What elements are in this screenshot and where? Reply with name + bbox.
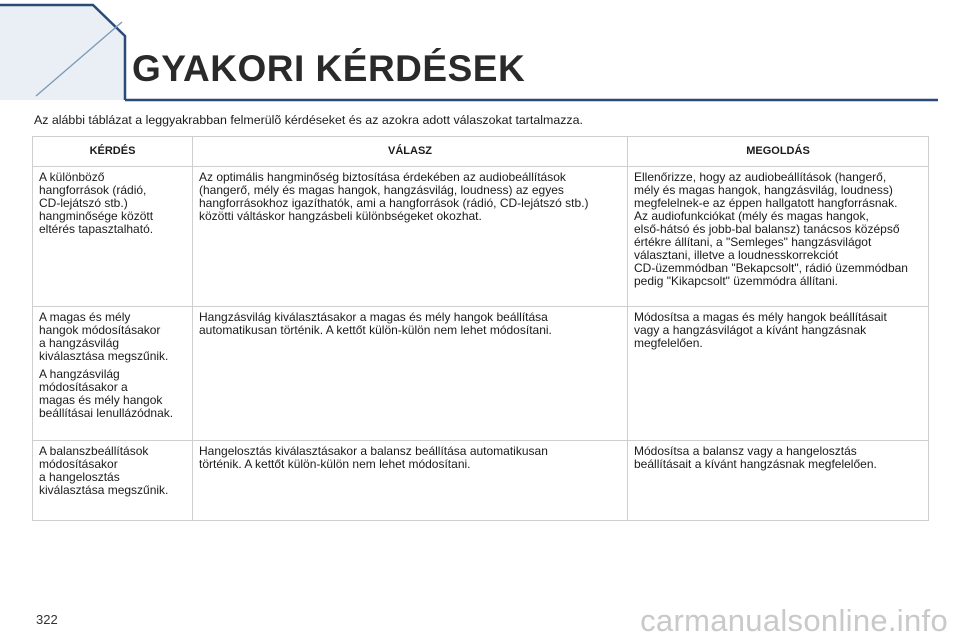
solution-cell: [628, 441, 929, 521]
column-header-solution: MEGOLDÁS: [628, 137, 929, 167]
answer-cell: [193, 167, 628, 307]
answer-cell: [193, 307, 628, 441]
table-row: [33, 307, 929, 441]
table-row: [33, 167, 929, 307]
question-text: A hangzásvilág módosításakor a magas és mély hangok beállításai lenullázódnak.: [39, 366, 174, 420]
answer-text: Az optimális hangminőség biztosítása érdekében az audiobeállítások (hangerő, mély és magas hangok, hangzásvilág, loudness) az egyes hangforrásokhoz igazíthatók, ami a hangforrások (rádió, CD-lejátszó stb.) közötti váltáskor hangzásbeli különbségeket okozhat.: [199, 170, 589, 223]
question-cell: [33, 441, 193, 521]
question-cell: [33, 307, 193, 441]
column-header-answer: VÁLASZ: [193, 137, 628, 167]
answer-cell: [193, 441, 628, 521]
solution-text: Módosítsa a magas és mély hangok beállításait vagy a hangzásvilágot a kívánt hangzásnak megfelelően.: [634, 310, 887, 350]
question-text: A magas és mély hangok módosításakor a hangzásvilág kiválasztása megszűnik.: [39, 310, 169, 363]
page-title: GYAKORI KÉRDÉSEK: [132, 48, 526, 89]
faq-table: [32, 136, 929, 521]
question-text: A balanszbeállítások módosításakor a hangelosztás kiválasztása megszűnik.: [39, 444, 169, 497]
solution-text: Ellenőrizze, hogy az audiobeállítások (hangerő, mély és magas hangok, hangzásvilág, loudness) megfelelnek-e az éppen hallgatott hangforrásnak. Az audiofunkciókat (mély és magas hangok, első-hátsó és jobb-bal balansz) tanácsos középső értékre állítani, a "Semleges" hangzásvilágot választani, illetve a loudnesskorrekciót CD-üzemmódban "Bekapcsolt", rádió üzemmódban pedig "Kikapcsolt" üzemmódra állítani.: [634, 170, 908, 288]
answer-text: Hangzásvilág kiválasztásakor a magas és mély hangok beállítása automatikusan történik. A kettőt külön-külön nem lehet módosítani.: [199, 310, 552, 337]
solution-text: Módosítsa a balansz vagy a hangelosztás beállításait a kívánt hangzásnak megfelelően.: [634, 444, 877, 471]
question-text: A különböző hangforrások (rádió, CD-lejátszó stb.) hangminősége között eltérés tapasztalható.: [39, 170, 154, 236]
table-header-row: [33, 137, 929, 167]
column-header-question: KÉRDÉS: [33, 137, 193, 167]
answer-text: Hangelosztás kiválasztásakor a balansz beállítása automatikusan történik. A kettőt külön-külön nem lehet módosítani.: [199, 444, 548, 471]
watermark: carmanualsonline.info: [640, 603, 948, 638]
page-number: 322: [36, 612, 58, 627]
solution-cell: [628, 307, 929, 441]
intro-text: Az alábbi táblázat a leggyakrabban felmerülõ kérdéseket és az azokra adott válaszokat tartalmazza.: [34, 113, 583, 127]
table-row: [33, 441, 929, 521]
question-cell: [33, 167, 193, 307]
solution-cell: [628, 167, 929, 307]
